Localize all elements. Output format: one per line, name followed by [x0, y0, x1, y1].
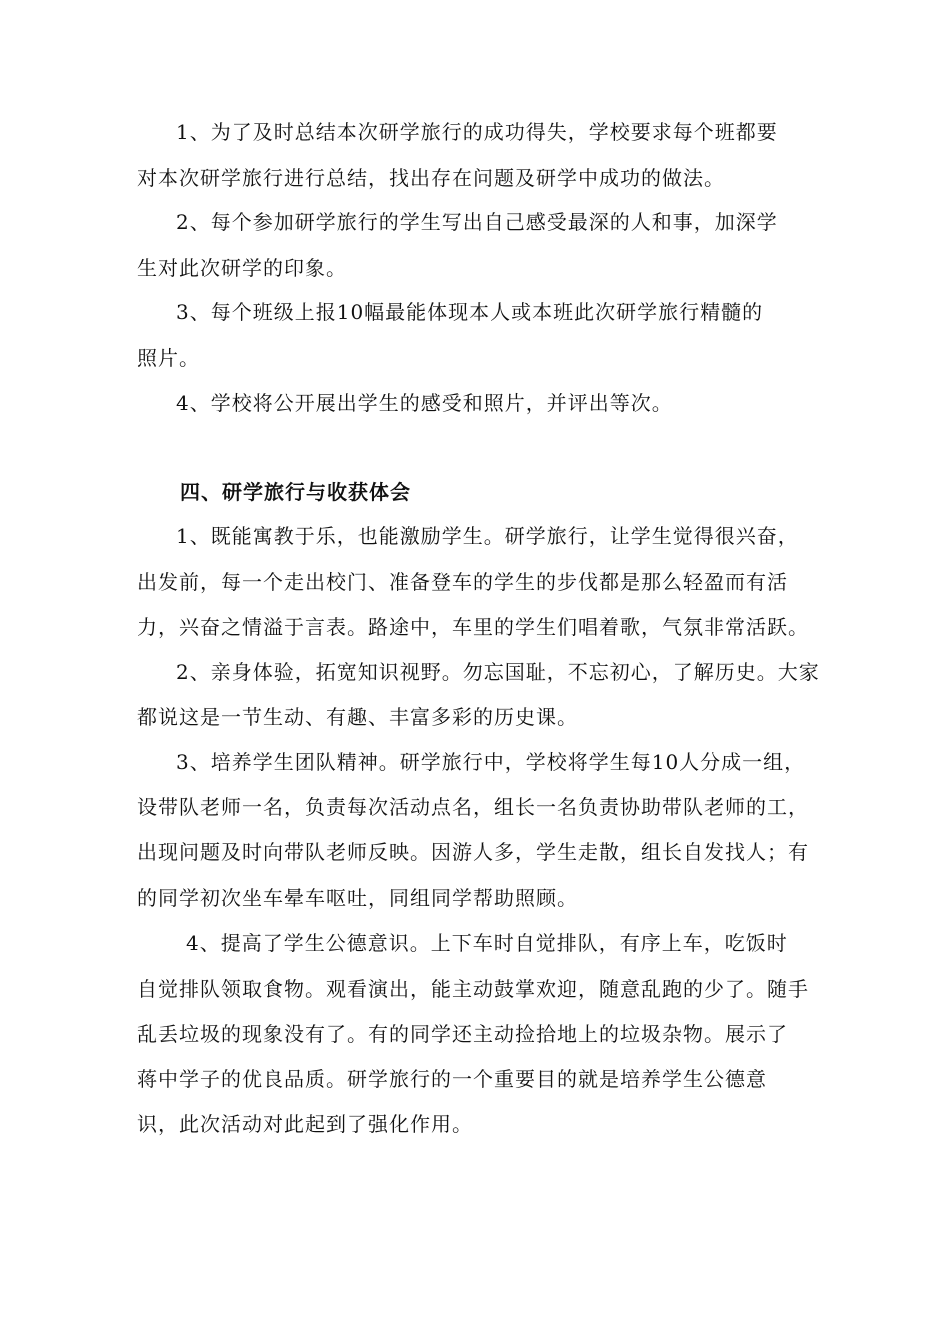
paragraph-line: 都说这是一节生动、有趣、丰富多彩的历史课。	[137, 705, 578, 729]
paragraph-line: 出现问题及时向带队老师反映。因游人多，学生走散，组长自发找人；有	[137, 840, 809, 864]
paragraph-line: 的同学初次坐车晕车呕吐，同组同学帮助照顾。	[137, 886, 578, 910]
paragraph-line: 生对此次研学的印象。	[137, 256, 347, 280]
section-heading: 四、研学旅行与收获体会	[180, 480, 411, 504]
paragraph-line: 照片。	[137, 346, 200, 370]
paragraph-line: 2、每个参加研学旅行的学生写出自己感受最深的人和事，加深学	[176, 210, 778, 234]
paragraph-line: 3、每个班级上报10幅最能体现本人或本班此次研学旅行精髓的	[176, 300, 764, 324]
paragraph-line: 乱丢垃圾的现象没有了。有的同学还主动捡拾地上的垃圾杂物。展示了	[137, 1022, 788, 1046]
paragraph-line: 3、培养学生团队精神。研学旅行中，学校将学生每10人分成一组，	[176, 750, 806, 774]
paragraph-line: 设带队老师一名，负责每次活动点名，组长一名负责协助带队老师的工，	[137, 795, 809, 819]
paragraph-line: 力，兴奋之情溢于言表。路途中，车里的学生们唱着歌，气氛非常活跃。	[137, 615, 809, 639]
paragraph-line: 2、亲身体验，拓宽知识视野。勿忘国耻，不忘初心，了解历史。大家	[176, 660, 820, 684]
paragraph-line: 识，此次活动对此起到了强化作用。	[137, 1112, 473, 1136]
paragraph-line: 1、为了及时总结本次研学旅行的成功得失，学校要求每个班都要	[176, 120, 778, 144]
paragraph-line: 自觉排队领取食物。观看演出，能主动鼓掌欢迎，随意乱跑的少了。随手	[137, 977, 809, 1001]
paragraph-line: 1、既能寓教于乐，也能激励学生。研学旅行，让学生觉得很兴奋，	[176, 524, 799, 548]
paragraph-line: 蒋中学子的优良品质。研学旅行的一个重要目的就是培养学生公德意	[137, 1067, 767, 1091]
paragraph-line: 出发前，每一个走出校门、准备登车的学生的步伐都是那么轻盈而有活	[137, 570, 788, 594]
paragraph-line: 对本次研学旅行进行总结，找出存在问题及研学中成功的做法。	[137, 166, 725, 190]
paragraph-line: 4、提高了学生公德意识。上下车时自觉排队，有序上车，吃饭时	[186, 931, 788, 955]
paragraph-line: 4、学校将公开展出学生的感受和照片，并评出等次。	[176, 391, 673, 415]
